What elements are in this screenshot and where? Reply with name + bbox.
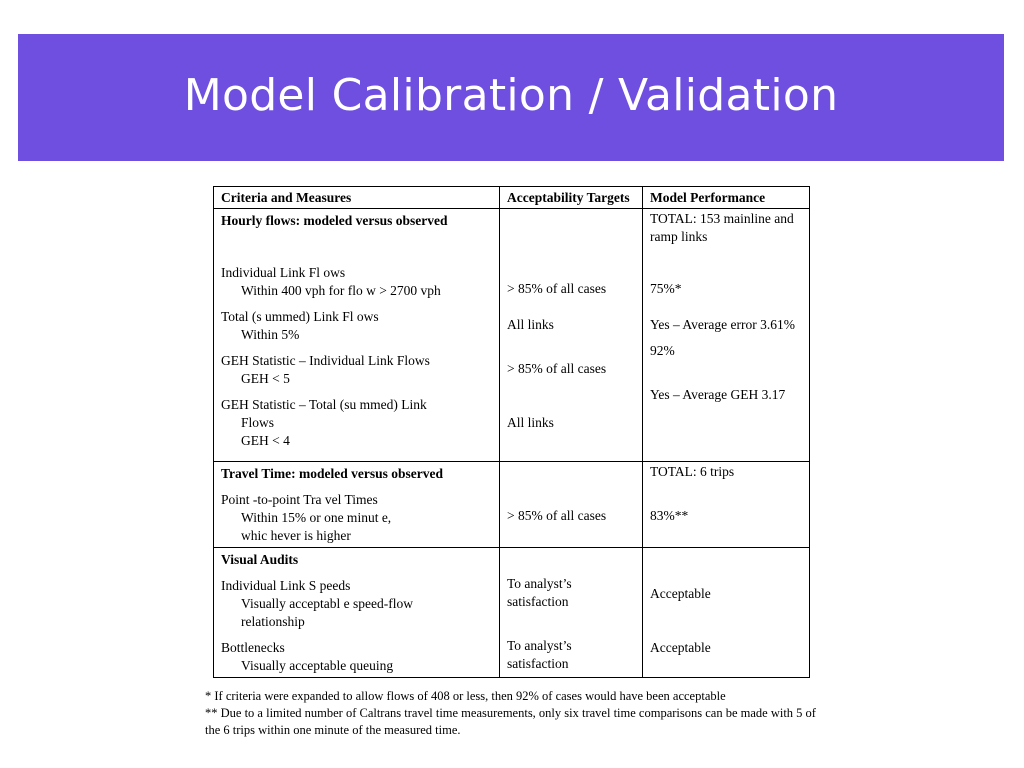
- total-link-flows-label: Total (s ummed) Link Fl ows: [221, 309, 379, 324]
- p2p-travel-label: Point -to-point Tra vel Times: [221, 491, 378, 507]
- group-visual-audits: [214, 547, 810, 677]
- group-hourly-flows: [214, 209, 810, 462]
- slide-title: Model Calibration / Validation: [183, 70, 839, 121]
- visual-criteria-cell: [214, 547, 500, 677]
- p2p-travel-performance: 83%**: [650, 507, 689, 523]
- travel-total-trips: TOTAL: 6 trips: [650, 463, 735, 479]
- link-speeds-criterion: Visually acceptabl e speed-flow: [241, 595, 413, 611]
- visual-targets-cell: [500, 547, 643, 677]
- hourly-criteria-cell: [214, 209, 500, 462]
- geh-total-target: All links: [507, 415, 554, 430]
- title-banner: [18, 34, 1004, 161]
- geh-total-flows: Flows: [241, 415, 275, 430]
- geh-individual-target: > 85% of all cases: [507, 361, 607, 376]
- footnotes: [205, 688, 817, 739]
- travel-time-title: Travel Time: modeled versus observed: [221, 465, 443, 481]
- visual-performance-cell: [643, 547, 810, 677]
- bottlenecks-performance: Acceptable: [650, 639, 711, 655]
- footnote-1: * If criteria were expanded to allow flows of 408 or less, then 92% of cases would have been acceptable: [205, 689, 726, 703]
- individual-link-flows-criterion: Within 400 vph for flo w > 2700 vph: [241, 283, 441, 298]
- visual-audits-title: Visual Audits: [221, 551, 299, 567]
- p2p-travel-criterion-2: whic hever is higher: [241, 527, 351, 543]
- p2p-travel-criterion: Within 15% or one minut e,: [241, 509, 392, 525]
- footnote-2: ** Due to a limited number of Caltrans travel time measurements, only six travel time comparisons can be made with 5 of the 6 trips within one minute of the measured time.: [205, 706, 816, 737]
- individual-link-flows-performance: 75%*: [650, 281, 682, 296]
- total-link-flows-target: All links: [507, 317, 554, 332]
- individual-link-flows-target: > 85% of all cases: [507, 281, 607, 296]
- travel-targets-cell: [500, 461, 643, 547]
- p2p-travel-target: > 85% of all cases: [507, 507, 607, 523]
- link-speeds-performance: Acceptable: [650, 585, 711, 601]
- hourly-flows-title: Hourly flows: modeled versus observed: [221, 213, 448, 228]
- geh-individual-label: GEH Statistic – Individual Link Flows: [221, 353, 430, 368]
- bottlenecks-target: To analyst’s satisfaction: [507, 637, 572, 671]
- individual-link-flows-label: Individual Link Fl ows: [221, 265, 346, 280]
- table-header-row: [214, 187, 810, 209]
- geh-total-criterion: GEH < 4: [241, 433, 290, 448]
- total-link-flows-performance: Yes – Average error 3.61%: [650, 317, 795, 332]
- geh-individual-criterion: GEH < 5: [241, 371, 290, 386]
- link-speeds-label: Individual Link S peeds: [221, 577, 351, 593]
- calibration-table: [213, 186, 810, 678]
- total-link-flows-criterion: Within 5%: [241, 327, 300, 342]
- bottlenecks-label: Bottlenecks: [221, 639, 285, 655]
- geh-total-performance: Yes – Average GEH 3.17: [650, 387, 786, 402]
- link-speeds-target: To analyst’s satisfaction: [507, 575, 572, 609]
- travel-criteria-cell: [214, 461, 500, 547]
- header-targets: Acceptability Targets: [500, 187, 643, 209]
- header-criteria: Criteria and Measures: [214, 187, 500, 209]
- geh-total-label: GEH Statistic – Total (su mmed) Link: [221, 397, 427, 412]
- hourly-total-links: TOTAL: 153 mainline and ramp links: [650, 211, 794, 244]
- bottlenecks-criterion: Visually acceptable queuing: [241, 657, 394, 673]
- group-travel-time: [214, 461, 810, 547]
- header-performance: Model Performance: [643, 187, 810, 209]
- hourly-targets-cell: [500, 209, 643, 462]
- link-speeds-criterion-2: relationship: [241, 613, 305, 629]
- travel-performance-cell: [643, 461, 810, 547]
- hourly-performance-cell: [643, 209, 810, 462]
- geh-individual-performance: 92%: [650, 343, 675, 358]
